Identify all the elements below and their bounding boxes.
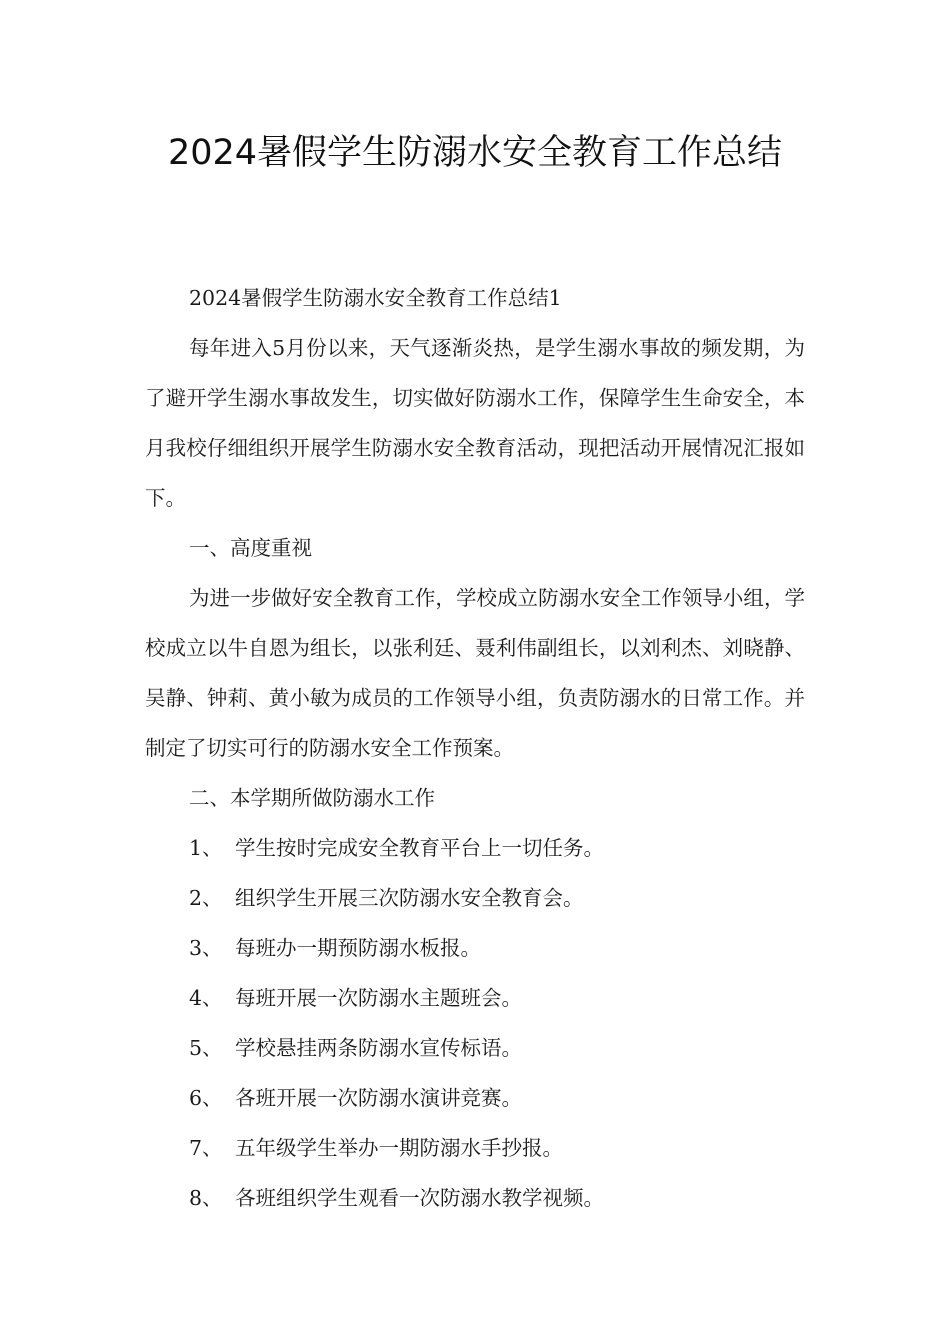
list-item [145,873,805,923]
list-item [145,973,805,1023]
list-item-number: 3、 [189,936,223,960]
document-subtitle: 2024暑假学生防溺水安全教育工作总结1 [189,286,562,310]
document-title: 2024暑假学生防溺水安全教育工作总结 [167,133,783,173]
list-item-text: 学生按时完成安全教育平台上一切任务。 [235,836,604,860]
intro-paragraph: 每年进入5月份以来，天气逐渐炎热，是学生溺水事故的频发期，为了避开学生溺水事故发生，切实做好防溺水工作，保障学生生命安全，本月我校仔细组织开展学生防溺水安全教育活动，现把活动开展情况汇报如下。 [145,336,805,510]
list-item-text: 组织学生开展三次防溺水安全教育会。 [235,886,584,910]
section-1-paragraph: 为进一步做好安全教育工作，学校成立防溺水安全工作领导小组，学校成立以牛自恩为组长，以张利廷、聂利伟副组长，以刘利杰、刘晓静、吴静、钟莉、黄小敏为成员的工作领导小组，负责防溺水的日常工作。并制定了切实可行的防溺水安全工作预案。 [145,586,805,760]
list-item-number: 8、 [189,1186,223,1210]
list-item-text: 每班办一期预防溺水板报。 [235,936,481,960]
list-item [145,1073,805,1123]
list-item-text: 学校悬挂两条防溺水宣传标语。 [235,1036,522,1060]
list-item-text: 各班开展一次防溺水演讲竞赛。 [235,1086,522,1110]
list-item [145,1123,805,1173]
list-item-number: 7、 [189,1136,223,1160]
list-item-number: 6、 [189,1086,223,1110]
list-item-number: 1、 [189,836,223,860]
list-item-text: 每班开展一次防溺水主题班会。 [235,986,522,1010]
section-2-heading: 二、本学期所做防溺水工作 [189,786,435,810]
list-item-text: 各班组织学生观看一次防溺水教学视频。 [235,1186,604,1210]
list-item-text: 五年级学生举办一期防溺水手抄报。 [235,1136,563,1160]
list-item [145,823,805,873]
list-item [145,1173,805,1223]
list-item [145,1023,805,1073]
section-1-heading: 一、高度重视 [189,536,312,560]
list-item-number: 5、 [189,1036,223,1060]
list-item-number: 4、 [189,986,223,1010]
list-item [145,923,805,973]
document-body [145,273,805,1223]
list-item-number: 2、 [189,886,223,910]
